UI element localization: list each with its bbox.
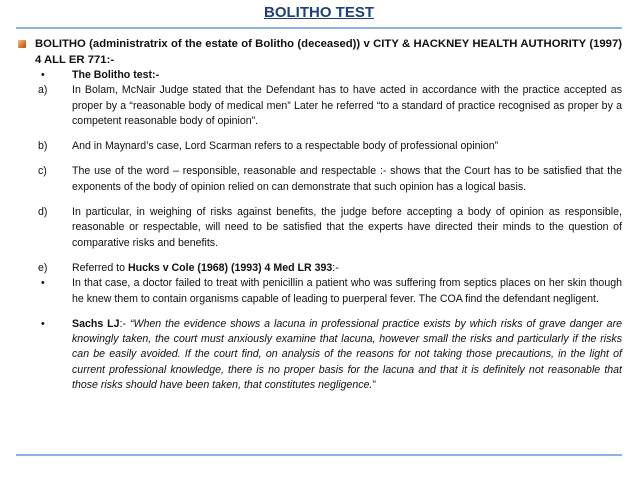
- sachs-quote-close: ”: [372, 379, 376, 392]
- list-item-test-heading: [18, 68, 622, 83]
- list-item-a: [18, 83, 622, 129]
- list-item-e: [18, 261, 622, 276]
- case-heading-text: BOLITHO (administratrix of the estate of Bolitho (deceased)) v CITY & HACKNEY HEALTH AUTHORITY (1997) 4 ALL ER 771:-: [35, 38, 622, 66]
- judge-separator: :-: [119, 317, 130, 330]
- bottom-divider: [16, 454, 622, 456]
- item-marker-c: c): [38, 165, 47, 178]
- item-text-b: And in Maynard’s case, Lord Scarman refers to a respectable body of professional opinion”: [72, 140, 499, 153]
- item-marker-a: a): [38, 84, 48, 97]
- facts-text: In that case, a doctor failed to treat with penicillin a patient who was suffering from septics places on her skin though he knew them to contain organisms capable of leading to puerperal fever. The COA find the defendant negligent.: [72, 277, 622, 305]
- test-heading: The Bolitho test:-: [72, 69, 160, 81]
- item-marker-e: e): [38, 261, 48, 274]
- judge-name: Sachs LJ: [72, 317, 120, 330]
- item-marker-d: d): [38, 206, 48, 219]
- square-bullet-icon: [18, 40, 26, 48]
- item-text-e-suffix: :-: [332, 261, 339, 274]
- list-item-facts: [18, 276, 622, 307]
- case-heading: [18, 36, 622, 68]
- item-text-a: In Bolam, McNair Judge stated that the Defendant has to have acted in accordance with the practice accepted as proper by a “reasonable body of medical men” Later he referred “to a standard of practice recognised as proper by a competent reasonable body of opinion”.: [72, 84, 622, 127]
- page-title: BOLITHO TEST: [264, 4, 374, 21]
- slide-content: [18, 36, 622, 393]
- sachs-quote: “When the evidence shows a lacuna in professional practice exists by which risks of grave danger are knowingly taken, the court must anxiously examine that lacuna, however small the risks and particularly if the risks can be easily avoided. If the court find, on analysis of the reasons for not taking those precautions, in the light of current professional knowledge, there is no proper basis for the lacuna and that it is definitely not reasonable that those risks should have been taken, that constitutes negligence.: [72, 317, 622, 392]
- list-item-d: [18, 205, 622, 251]
- item-text-d: In particular, in weighing of risks against benefits, the judge before accepting a body of opinion as responsible, reasonable or respectable, will need to be satisfied that the experts have directed their minds to the question of comparative risks and benefits.: [72, 206, 622, 249]
- case-citation-hucks: Hucks v Cole (1968) (1993) 4 Med LR 393: [127, 261, 333, 274]
- top-divider: [16, 27, 622, 29]
- bullet-icon: •: [41, 317, 45, 330]
- item-text-c: The use of the word – responsible, reasonable and respectable :- shows that the Court has to be satisfied that the exponents of the body of opinion relied on can demonstrate that such opinion has a logical basis.: [72, 165, 622, 193]
- list-item-sachs: [18, 317, 622, 393]
- item-text-e-prefix: Referred to: [72, 261, 128, 274]
- bullet-icon: •: [41, 277, 45, 290]
- bullet-icon: •: [41, 69, 45, 81]
- item-marker-b: b): [38, 140, 48, 153]
- list-item-b: [18, 139, 622, 154]
- list-item-c: [18, 164, 622, 195]
